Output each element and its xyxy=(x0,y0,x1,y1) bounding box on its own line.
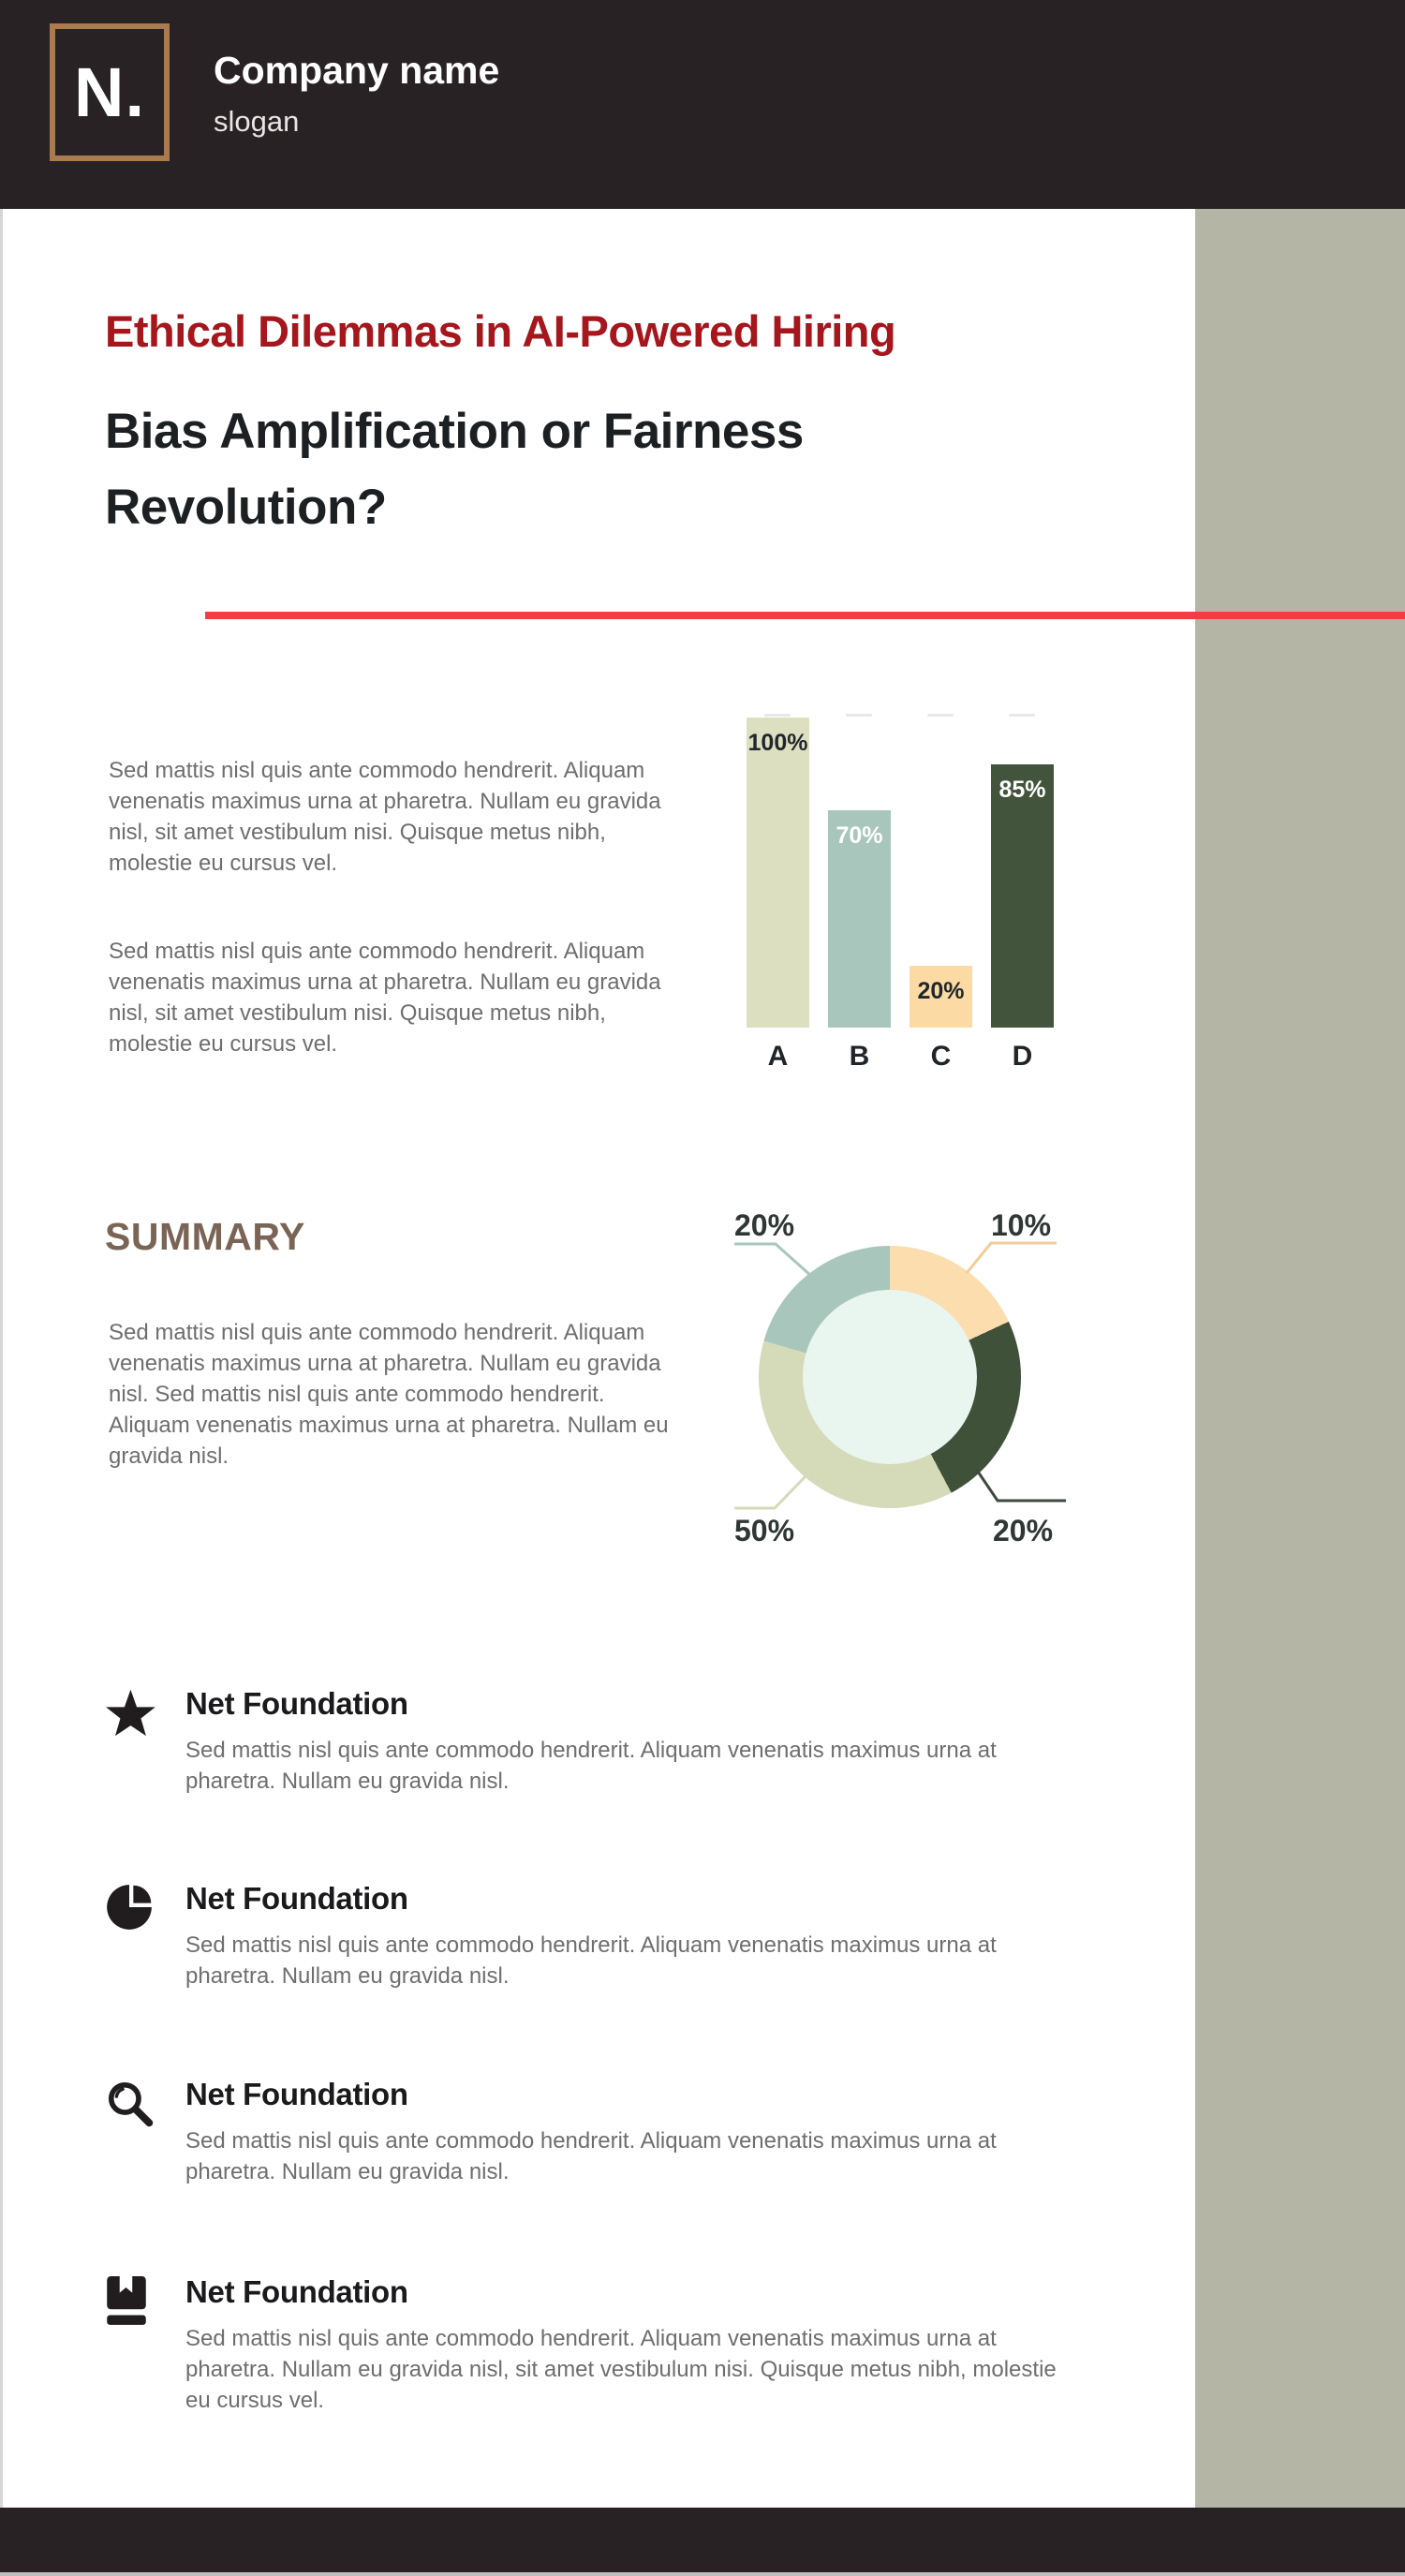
company-name: Company name xyxy=(214,49,500,92)
bar-C xyxy=(910,966,972,1028)
bar-category-label: A xyxy=(767,1041,789,1072)
logo-letter: N. xyxy=(74,53,145,131)
feature-title: Net Foundation xyxy=(185,2274,408,2309)
bottom-edge-line xyxy=(0,2572,1405,2576)
feature-title: Net Foundation xyxy=(185,1686,408,1721)
feature-title: Net Foundation xyxy=(185,1881,408,1916)
feature-body: Sed mattis nisl quis ante commodo hendrerit. Aliquam venenatis maximus urna at pharetra. Nullam eu gravida nisl, sit amet vestibulum nisi. Quisque metus nibh, molestie eu cursus vel. xyxy=(185,2326,1057,2413)
bar-category-label: B xyxy=(849,1041,870,1072)
footer xyxy=(0,2508,1405,2572)
bar-chart-top-dashes xyxy=(747,714,1054,717)
gridline-dash xyxy=(1009,714,1035,717)
slogan: slogan xyxy=(214,105,300,138)
eyebrow-title: Ethical Dilemmas in AI-Powered Hiring xyxy=(105,306,896,356)
feature-item xyxy=(105,2274,1070,2416)
bar-value-label: 20% xyxy=(917,978,965,1004)
logo xyxy=(50,23,170,161)
bar-category-label: C xyxy=(930,1041,952,1072)
donut-label-top-right: 10% xyxy=(991,1208,1052,1242)
feature-body: Sed mattis nisl quis ante commodo hendrerit. Aliquam venenatis maximus urna at pharetra. Nullam eu gravida nisl. xyxy=(185,2128,997,2184)
feature-item xyxy=(105,1881,1070,1991)
feature-text xyxy=(185,2274,1066,2416)
feature-body: Sed mattis nisl quis ante commodo hendrerit. Aliquam venenatis maximus urna at pharetra. Nullam eu gravida nisl. xyxy=(185,1738,997,1794)
journal-bookmark-icon xyxy=(105,2274,163,2416)
page-title: Bias Amplification or Fairness Revolution? xyxy=(105,404,804,535)
donut-label-bottom-right: 20% xyxy=(993,1514,1054,1547)
red-divider xyxy=(205,612,1405,619)
donut-label-bottom-left: 50% xyxy=(734,1514,795,1547)
bar-value-label: 70% xyxy=(836,822,883,849)
feature-body: Sed mattis nisl quis ante commodo hendrerit. Aliquam venenatis maximus urna at pharetra. Nullam eu gravida nisl. xyxy=(185,1932,997,1989)
bar-chart xyxy=(747,718,1054,1073)
side-band xyxy=(1195,209,1405,2508)
feature-text xyxy=(185,1686,1066,1797)
bar-chart-bars xyxy=(747,718,1054,1028)
gridline-dash xyxy=(927,714,954,717)
intro-paragraph-2: Sed mattis nisl quis ante commodo hendrerit. Aliquam venenatis maximus urna at pharetra. Nullam eu gravida nisl, sit amet vestibulum nisi. Quisque metus nibh, molestie eu cursus vel. xyxy=(109,939,661,1057)
feature-title: Net Foundation xyxy=(185,2077,408,2111)
feature-text xyxy=(185,2077,1066,2187)
pie-chart-icon xyxy=(105,1881,163,1991)
feature-text xyxy=(185,1881,1066,1991)
magnifier-icon xyxy=(105,2077,163,2187)
feature-item xyxy=(105,1686,1070,1797)
star-icon xyxy=(105,1686,163,1797)
bar-A xyxy=(747,718,809,1028)
summary-heading: SUMMARY xyxy=(105,1215,305,1258)
summary-paragraph: Sed mattis nisl quis ante commodo hendrerit. Aliquam venenatis maximus urna at pharetra. Nullam eu gravida nisl. Sed mattis nisl quis ante commodo hendrerit. Aliquam venenatis maximus urna at pharetra. Nullam eu gravida nisl. xyxy=(109,1320,669,1469)
bar-value-label: 85% xyxy=(998,777,1046,803)
feature-item xyxy=(105,2077,1070,2187)
bar-D xyxy=(991,764,1054,1028)
gridline-dash xyxy=(764,714,791,717)
left-edge-line xyxy=(0,209,3,2508)
bar-category-label: D xyxy=(1012,1041,1033,1072)
bar-value-label: 100% xyxy=(747,730,808,756)
gridline-dash xyxy=(846,714,872,717)
donut-label-top-left: 20% xyxy=(734,1208,795,1242)
header xyxy=(0,0,1405,209)
bar-chart-categories xyxy=(747,1041,1054,1073)
bar-B xyxy=(828,810,891,1028)
intro-paragraph-1: Sed mattis nisl quis ante commodo hendrerit. Aliquam venenatis maximus urna at pharetra. Nullam eu gravida nisl, sit amet vestibulum nisi. Quisque metus nibh, molestie eu cursus vel. xyxy=(109,758,661,876)
